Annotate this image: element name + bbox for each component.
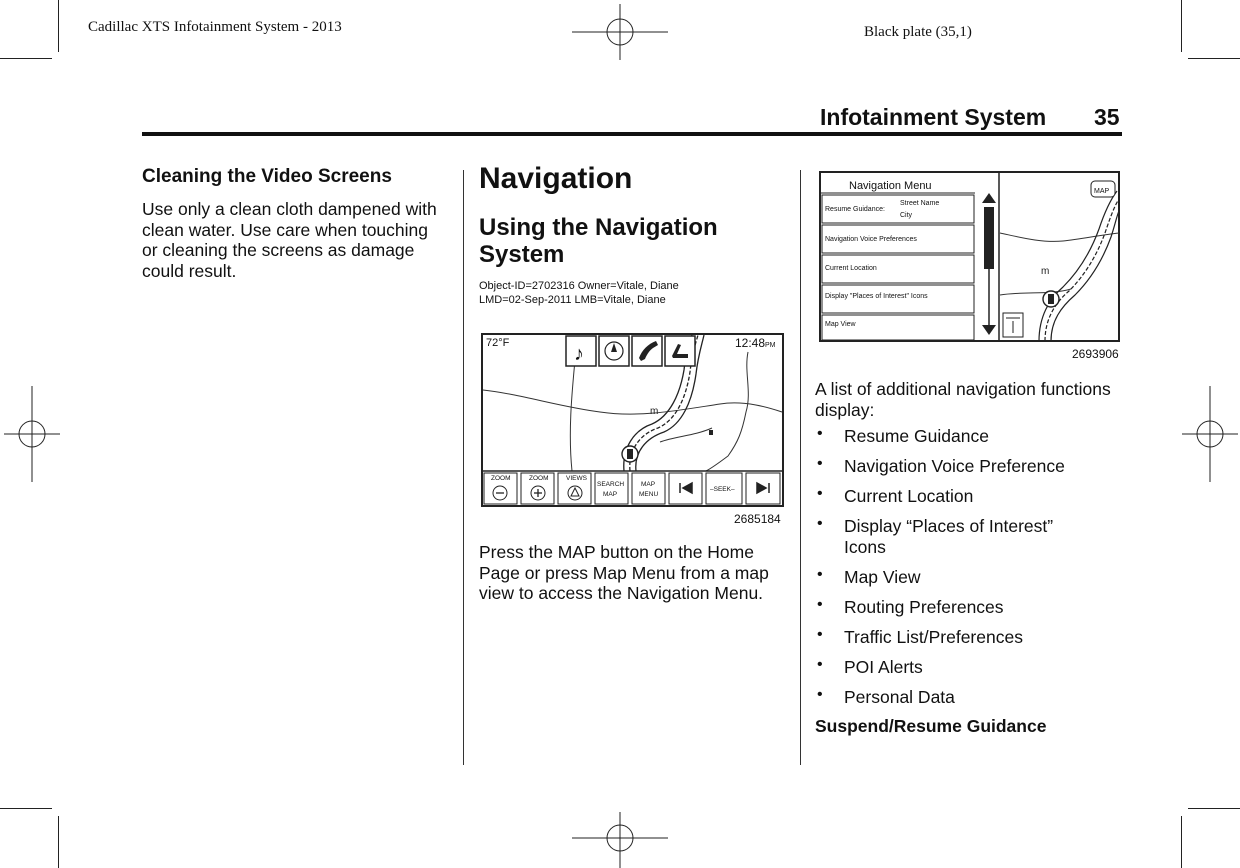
bullet-icon: • [817,655,823,673]
suspend-resume-heading: Suspend/Resume Guidance [815,716,1047,736]
list-item [815,516,1084,557]
search-map-button[interactable] [595,473,628,504]
vehicle-icon [622,446,638,462]
crop-mark [1181,816,1182,868]
views-label: VIEWS [566,475,587,482]
using-navigation-heading: Using the Navigation System [479,214,718,268]
header-rule [142,132,1122,136]
cleaning-paragraph: Use only a clean cloth dampened with clean water. Use care when touching or cleaning the screens as damage could result. [142,199,437,281]
crop-mark [1188,58,1240,59]
list-item-text: Resume Guidance [844,426,989,446]
menu-item-label: Map View [825,321,856,328]
map-access-paragraph: Press the MAP button on the Home Page or press Map Menu from a map view to access the Navigation Menu. [479,542,769,603]
clock-time: 12:48 [735,336,766,350]
crop-mark [0,808,52,809]
figure-number: 2685184 [734,512,781,526]
bullet-icon: • [817,455,823,472]
list-item-text: Map View [844,566,921,587]
list-item [815,597,1125,618]
crop-mark [58,0,59,52]
crop-mark [58,816,59,868]
music-note-icon: ♪ [574,343,584,365]
object-metadata [479,280,679,307]
registration-mark-right [1182,386,1238,482]
column-divider [800,170,801,765]
zoom-out-label: ZOOM [491,475,511,482]
bullet-icon: • [817,595,823,613]
crop-mark [1188,808,1240,809]
list-item [815,486,1125,507]
crop-mark [1181,0,1182,52]
seek-label: –SEEK– [710,486,735,493]
list-item-text: Display “Places of Interest” Icons [844,516,1054,557]
navigation-menu-figure [819,171,1121,343]
bullet-icon: • [817,485,823,502]
menu-item-label: Display "Places of Interest" Icons [825,293,928,300]
search-map-label-1: SEARCH [597,481,625,488]
city-label: City [900,212,913,219]
list-item [815,426,1125,447]
menu-list [822,195,974,340]
bottom-button-bar [484,473,780,504]
scroll-thumb[interactable] [984,207,994,269]
list-item [815,456,1125,477]
registration-mark-top [572,4,668,60]
climate-app-button[interactable] [665,336,695,366]
figure-number: 2693906 [1072,347,1119,361]
list-item-text: Traffic List/Preferences [844,626,1023,647]
registration-mark-bottom [572,812,668,868]
list-item [815,627,1125,648]
navigation-title: Navigation [479,162,633,195]
list-item-text: Current Location [844,486,974,506]
list-item-text: Navigation Voice Preference [844,456,1065,476]
list-item-text: POI Alerts [844,656,923,677]
list-item [815,657,1125,678]
search-map-label-2: MAP [603,491,618,498]
clock-ampm: PM [765,342,776,349]
map-menu-label-1: MAP [641,481,656,488]
bullet-icon: • [817,685,823,703]
map-button-label: MAP [1094,188,1110,195]
bullet-icon: • [817,515,823,532]
list-item [815,687,1125,708]
crop-mark [0,58,52,59]
map-menu-button[interactable] [632,473,665,504]
street-name-label: Street Name [900,200,940,207]
menu-item-label: Resume Guidance: [825,206,885,213]
vehicle-icon [1043,291,1059,307]
map-menu-label-2: MENU [639,491,659,498]
metadata-line: LMD=02-Sep-2011 LMB=Vitale, Diane [479,293,666,306]
registration-mark-left [4,386,60,482]
section-title: Infotainment System [820,104,1047,130]
column-divider [463,170,464,765]
list-item [815,567,1125,588]
highway-shield-icon: m [1041,266,1050,277]
menu-item-label: Navigation Voice Preferences [825,236,917,243]
plate-label: Black plate (35,1) [864,24,972,40]
list-item-text: Routing Preferences [844,596,1004,617]
bullet-icon: • [817,565,823,583]
document-title: Cadillac XTS Infotainment System - 2013 [88,19,342,35]
home-screen-figure [480,332,785,510]
zoom-in-label: ZOOM [529,475,549,482]
poi-icon [709,430,713,435]
highway-shield-icon: m [650,406,659,417]
bullet-icon: • [817,625,823,643]
page-number: 35 [1094,104,1120,130]
menu-item-label: Current Location [825,265,877,272]
cleaning-heading: Cleaning the Video Screens [142,166,392,187]
menu-title: Navigation Menu [849,180,932,192]
list-item-text: Personal Data [844,686,955,707]
metadata-line: Object-ID=2702316 Owner=Vitale, Diane [479,280,679,292]
functions-list [815,426,1125,717]
bullet-icon: • [817,425,823,442]
functions-intro: A list of additional navigation functions display: [815,379,1111,420]
temperature-readout: 72°F [486,337,510,349]
